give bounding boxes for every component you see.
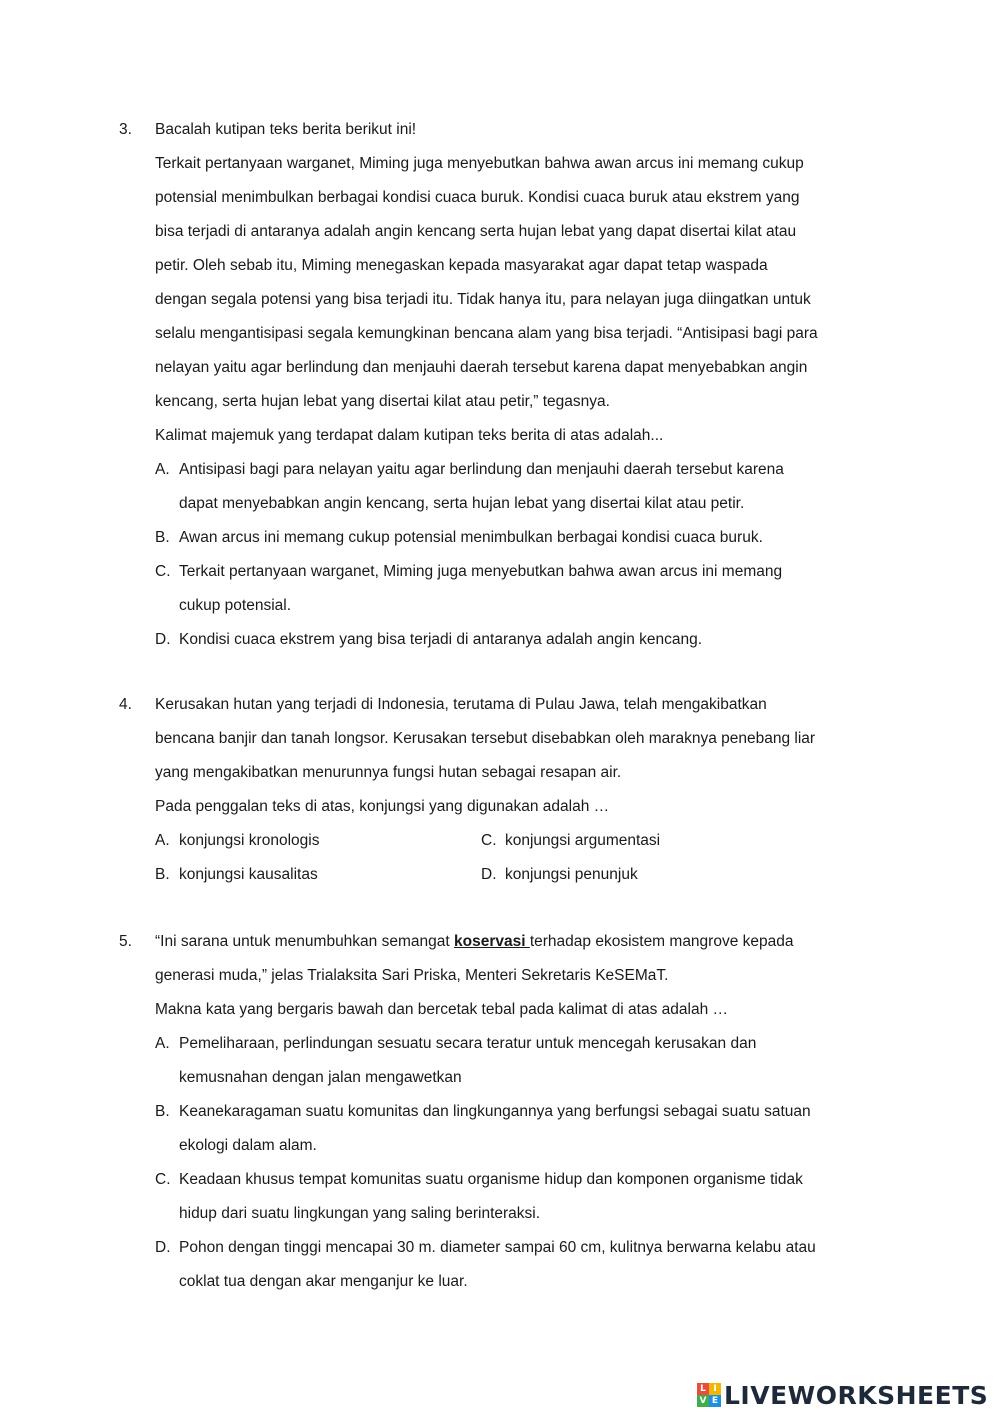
option-letter: B. (155, 866, 170, 883)
keyword-underlined: koservasi (453, 933, 526, 950)
quote-line (155, 925, 885, 959)
logo-letter: L (697, 1383, 709, 1395)
option-letter: C. (481, 832, 497, 849)
question-prompt: Makna kata yang bergaris bawah dan bercetak tebal pada kalimat di atas adalah … (155, 1001, 728, 1018)
option-letter: C. (155, 1171, 171, 1188)
question-number: 4. (119, 696, 132, 713)
option-c[interactable] (481, 824, 660, 858)
option-text: ekologi dalam alam. (179, 1137, 317, 1154)
passage-line: bisa terjadi di antaranya adalah angin kencang serta hujan lebat yang dapat disertai kilat atau (155, 223, 797, 240)
logo-text: LIVEWORKSHEETS (724, 1380, 989, 1410)
option-c[interactable] (155, 555, 885, 623)
option-letter: A. (155, 1035, 170, 1052)
passage-line: petir. Oleh sebab itu, Miming menegaskan kepada masyarakat agar dapat tetap waspada (155, 257, 768, 274)
quote-after: terhadap ekosistem mangrove kepada (529, 933, 794, 950)
option-letter: A. (155, 461, 170, 478)
option-text: Terkait pertanyaan warganet, Miming juga menyebutkan bahwa awan arcus ini memang (179, 563, 783, 580)
option-a[interactable] (155, 824, 319, 858)
option-text: Antisipasi bagi para nelayan yaitu agar berlindung dan menjauhi daerah tersebut karena (179, 461, 784, 478)
option-text: konjungsi kausalitas (179, 866, 318, 883)
option-letter: B. (155, 1103, 170, 1120)
option-text: coklat tua dengan akar menganjur ke luar. (179, 1273, 468, 1290)
option-c[interactable] (155, 1163, 885, 1231)
question-number: 3. (119, 121, 132, 138)
question-prompt: Pada penggalan teks di atas, konjungsi yang digunakan adalah … (155, 798, 610, 815)
passage-line: Terkait pertanyaan warganet, Miming juga menyebutkan bahwa awan arcus ini memang cukup (155, 155, 804, 172)
option-letter: D. (155, 631, 171, 648)
option-letter: C. (155, 563, 171, 580)
option-text: hidup dari suatu lingkungan yang saling berinteraksi. (179, 1205, 541, 1222)
option-text: Awan arcus ini memang cukup potensial menimbulkan berbagai kondisi cuaca buruk. (179, 529, 763, 546)
passage-line: dengan segala potensi yang bisa terjadi itu. Tidak hanya itu, para nelayan juga diingatkan untuk (155, 291, 811, 308)
liveworksheets-logo (697, 1380, 988, 1410)
logo-letter: V (697, 1395, 709, 1407)
option-b[interactable] (155, 1095, 885, 1163)
option-letter: B. (155, 529, 170, 546)
passage-line: Kerusakan hutan yang terjadi di Indonesia, terutama di Pulau Jawa, telah mengakibatkan (155, 696, 767, 713)
option-text: Keanekaragaman suatu komunitas dan lingkungannya yang berfungsi sebagai suatu satuan (179, 1103, 811, 1120)
question-prompt: Kalimat majemuk yang terdapat dalam kutipan teks berita di atas adalah... (155, 427, 664, 444)
option-b[interactable] (155, 521, 885, 555)
option-a[interactable] (155, 453, 885, 521)
passage-line: selalu mengantisipasi segala kemungkinan bencana alam yang bisa terjadi. “Antisipasi bagi para (155, 325, 818, 342)
logo-letter: I (709, 1383, 721, 1395)
passage-line: bencana banjir dan tanah longsor. Kerusakan tersebut disebabkan oleh maraknya penebang liar (155, 730, 816, 747)
option-d[interactable] (155, 1231, 885, 1299)
option-text: konjungsi argumentasi (505, 832, 661, 849)
option-text: Keadaan khusus tempat komunitas suatu organisme hidup dan komponen organisme tidak (179, 1171, 803, 1188)
option-d[interactable] (155, 623, 885, 657)
option-letter: A. (155, 832, 170, 849)
passage-line: yang mengakibatkan menurunnya fungsi hutan sebagai resapan air. (155, 764, 622, 781)
option-text: dapat menyebabkan angin kencang, serta hujan lebat yang disertai kilat atau petir. (179, 495, 745, 512)
passage-line: kencang, serta hujan lebat yang disertai kilat atau petir,” tegasnya. (155, 393, 610, 410)
passage-line: nelayan yaitu agar berlindung dan menjauhi daerah tersebut karena dapat menyebabkan angin (155, 359, 808, 376)
option-text: Kondisi cuaca ekstrem yang bisa terjadi di antaranya adalah angin kencang. (179, 631, 703, 648)
option-text: konjungsi kronologis (179, 832, 320, 849)
question-body (155, 925, 885, 1299)
option-text: Pohon dengan tinggi mencapai 30 m. diameter sampai 60 cm, kulitnya berwarna kelabu atau (179, 1239, 816, 1256)
option-text: Pemeliharaan, perlindungan sesuatu secara teratur untuk mencegah kerusakan dan (179, 1035, 757, 1052)
option-text: cukup potensial. (179, 597, 292, 614)
options-grid (155, 824, 885, 892)
logo-letter: E (709, 1395, 721, 1407)
option-b[interactable] (155, 858, 318, 892)
quote-before: “Ini sarana untuk menumbuhkan semangat (155, 933, 454, 950)
question-number: 5. (119, 933, 132, 950)
option-text: kemusnahan dengan jalan mengawetkan (179, 1069, 462, 1086)
logo-icon (697, 1383, 721, 1407)
option-a[interactable] (155, 1027, 885, 1095)
option-text: konjungsi penunjuk (505, 866, 638, 883)
question-body (155, 688, 885, 892)
passage-line: potensial menimbulkan berbagai kondisi cuaca buruk. Kondisi cuaca buruk atau ekstrem yang (155, 189, 800, 206)
question-body (155, 113, 885, 657)
option-d[interactable] (481, 858, 638, 892)
option-letter: D. (155, 1239, 171, 1256)
quote-line: generasi muda,” jelas Trialaksita Sari Priska, Menteri Sekretaris KeSEMaT. (155, 967, 669, 984)
option-letter: D. (481, 866, 497, 883)
question-stem: Bacalah kutipan teks berita berikut ini! (155, 121, 417, 138)
